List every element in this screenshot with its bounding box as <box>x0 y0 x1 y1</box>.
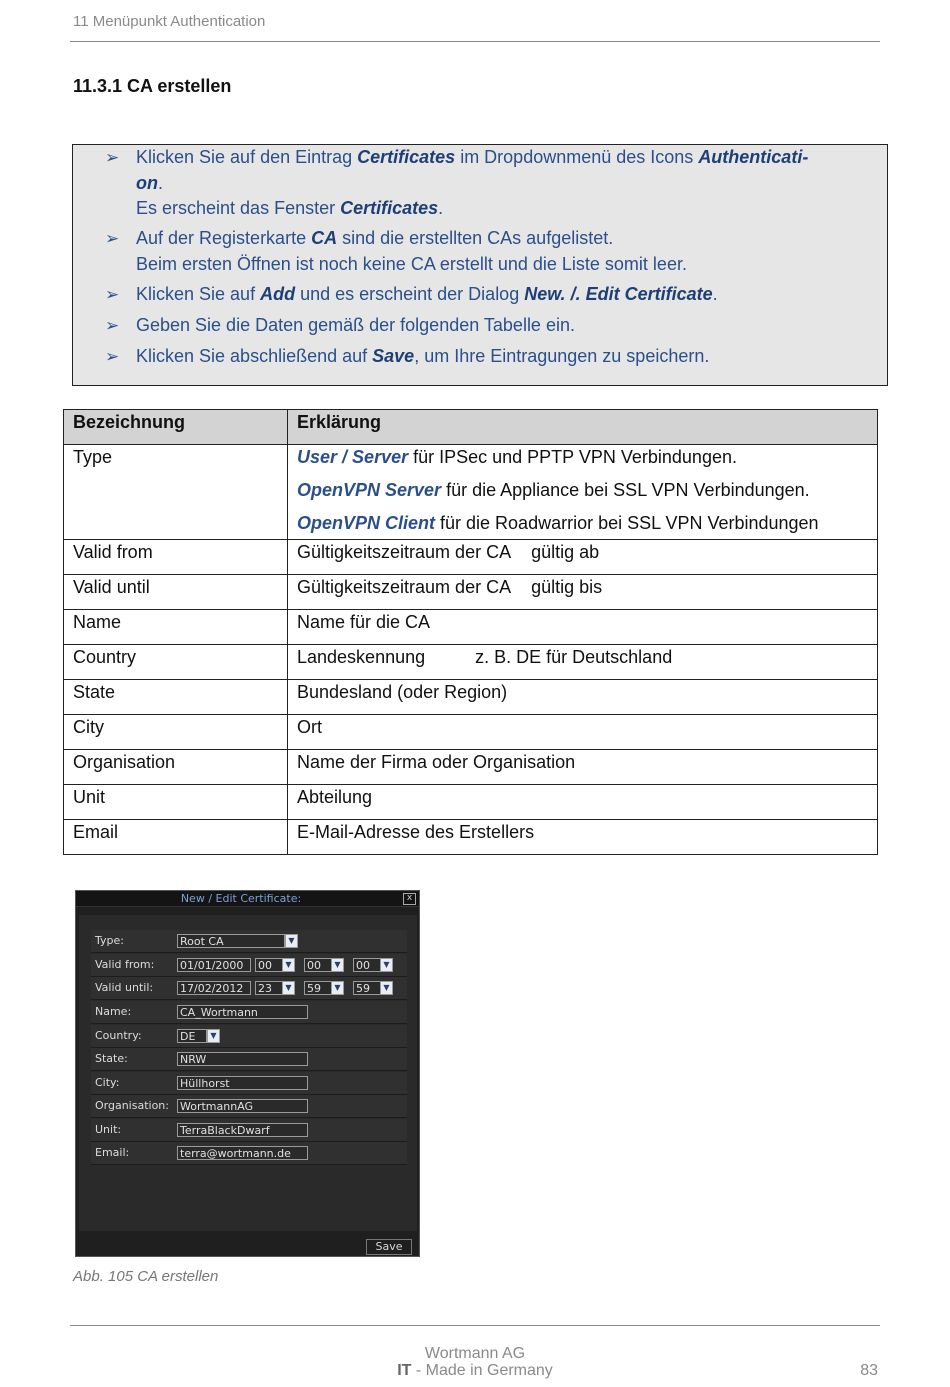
valid-from-second-select[interactable]: 00 <box>353 958 381 972</box>
dialog-form <box>79 915 417 1231</box>
dialog-titlebar <box>76 891 419 907</box>
field-row-valid-until: Valid until: 17/02/2012 23 ▼ 59 ▼ 59 ▼ <box>91 977 407 1000</box>
chevron-down-icon[interactable]: ▼ <box>380 981 393 995</box>
field-row-email: Email: terra@wortmann.de <box>91 1142 407 1165</box>
footer-rule <box>70 1325 880 1326</box>
row-label: Type <box>64 445 288 540</box>
valid-from-date-input[interactable]: 01/01/2000 <box>177 958 251 972</box>
valid-until-minute-select[interactable]: 59 <box>304 981 332 995</box>
name-input[interactable]: CA_Wortmann <box>177 1005 308 1019</box>
close-icon[interactable]: x <box>403 893 416 905</box>
definition-table <box>63 409 878 855</box>
chevron-down-icon[interactable]: ▼ <box>282 958 295 972</box>
dialog-title: New / Edit Certificate: <box>180 892 302 905</box>
chevron-down-icon[interactable]: ▼ <box>380 958 393 972</box>
state-input[interactable]: NRW <box>177 1052 308 1066</box>
valid-until-second-select[interactable]: 59 <box>353 981 381 995</box>
footer-company: Wortmann AG <box>424 1345 526 1362</box>
field-row-valid-from: Valid from: 01/01/2000 00 ▼ 00 ▼ 00 ▼ <box>91 954 407 977</box>
field-row-state: State: NRW <box>91 1048 407 1071</box>
field-row-unit: Unit: TerraBlackDwarf <box>91 1119 407 1142</box>
table-row-type <box>64 445 878 540</box>
column-header-bezeichnung: Bezeichnung <box>64 410 288 445</box>
country-select[interactable]: DE <box>177 1029 207 1043</box>
term-authentication: Authenticati- <box>698 147 809 167</box>
unit-input[interactable]: TerraBlackDwarf <box>177 1123 308 1137</box>
term-edit-certificate: New. /. Edit Certificate <box>524 284 713 304</box>
chevron-down-icon[interactable]: ▼ <box>285 934 298 948</box>
table-row: Country Landeskennung z. B. DE für Deutschland <box>64 645 878 680</box>
table-row: State Bundesland (oder Region) <box>64 680 878 715</box>
term-save: Save <box>372 346 415 366</box>
running-header: 11 Menüpunkt Authentication <box>73 13 266 30</box>
term-ca: CA <box>311 228 338 248</box>
field-row-city: City: Hüllhorst <box>91 1072 407 1095</box>
valid-from-hour-select[interactable]: 00 <box>255 958 283 972</box>
field-row-name: Name: CA_Wortmann <box>91 1001 407 1024</box>
table-row: Valid until Gültigkeitszeitraum der CA gültig bis <box>64 575 878 610</box>
field-row-type: Type: Root CA ▼ <box>91 930 407 953</box>
table-header-row <box>64 410 878 445</box>
figure-caption: Abb. 105 CA erstellen <box>73 1268 219 1285</box>
save-button[interactable]: Save <box>366 1239 412 1255</box>
term-certificates-window: Certificates <box>340 198 439 218</box>
arrow-bullet-icon: ➢ <box>105 285 120 304</box>
table-row: City Ort <box>64 715 878 750</box>
term-add: Add <box>260 284 296 304</box>
field-row-organisation: Organisation: WortmannAG <box>91 1095 407 1118</box>
organisation-input[interactable]: WortmannAG <box>177 1099 308 1113</box>
term-certificates: Certificates <box>357 147 456 167</box>
valid-until-date-input[interactable]: 17/02/2012 <box>177 981 251 995</box>
city-input[interactable]: Hüllhorst <box>177 1076 308 1090</box>
table-row: Organisation Name der Firma oder Organisation <box>64 750 878 785</box>
chevron-down-icon[interactable]: ▼ <box>282 981 295 995</box>
email-input[interactable]: terra@wortmann.de <box>177 1146 308 1160</box>
type-select[interactable]: Root CA <box>177 934 285 948</box>
footer-tagline: IT - Made in Germany <box>397 1362 553 1379</box>
new-edit-certificate-dialog <box>75 890 420 1257</box>
valid-until-hour-select[interactable]: 23 <box>255 981 283 995</box>
section-title: 11.3.1 CA erstellen <box>73 76 232 96</box>
table-row: Valid from Gültigkeitszeitraum der CA gültig ab <box>64 540 878 575</box>
column-header-erklaerung: Erklärung <box>288 410 878 445</box>
row-description: User / Server für IPSec und PPTP VPN Verbindungen. OpenVPN Server für die Appliance bei SSL VPN Verbindungen. OpenVPN Client für die Roadwarrior bei SSL VPN Verbindungen <box>288 445 878 540</box>
arrow-bullet-icon: ➢ <box>105 148 120 167</box>
chevron-down-icon[interactable]: ▼ <box>331 981 344 995</box>
arrow-bullet-icon: ➢ <box>105 316 120 335</box>
arrow-bullet-icon: ➢ <box>105 229 120 248</box>
valid-from-minute-select[interactable]: 00 <box>304 958 332 972</box>
field-row-country: Country: DE ▼ <box>91 1025 407 1048</box>
table-row: Name Name für die CA <box>64 610 878 645</box>
instruction-box: ➢ Klicken Sie auf den Eintrag Certificates im Dropdownmenü des Icons Authenticati- on. Es erscheint das Fenster Certificates. ➢ Auf der Registerkarte CA sind die erstellten CAs aufgelistet. Beim ersten Öffnen ist noch keine CA erstellt und die Liste somit leer. ➢ Klicken Sie auf Add und es erscheint der Dialog New. /. Edit Certificate. ➢ Geben Sie die Daten gemäß der folgenden Tabelle ein. ➢ Klicken Sie abschließend auf Save, um Ihre Eintragungen zu speichern. <box>72 144 888 386</box>
table-row: Unit Abteilung <box>64 785 878 820</box>
arrow-bullet-icon: ➢ <box>105 347 120 366</box>
chevron-down-icon[interactable]: ▼ <box>207 1029 220 1043</box>
header-rule <box>70 41 880 42</box>
table-row: Email E-Mail-Adresse des Erstellers <box>64 820 878 855</box>
page-number: 83 <box>860 1362 878 1379</box>
chevron-down-icon[interactable]: ▼ <box>331 958 344 972</box>
